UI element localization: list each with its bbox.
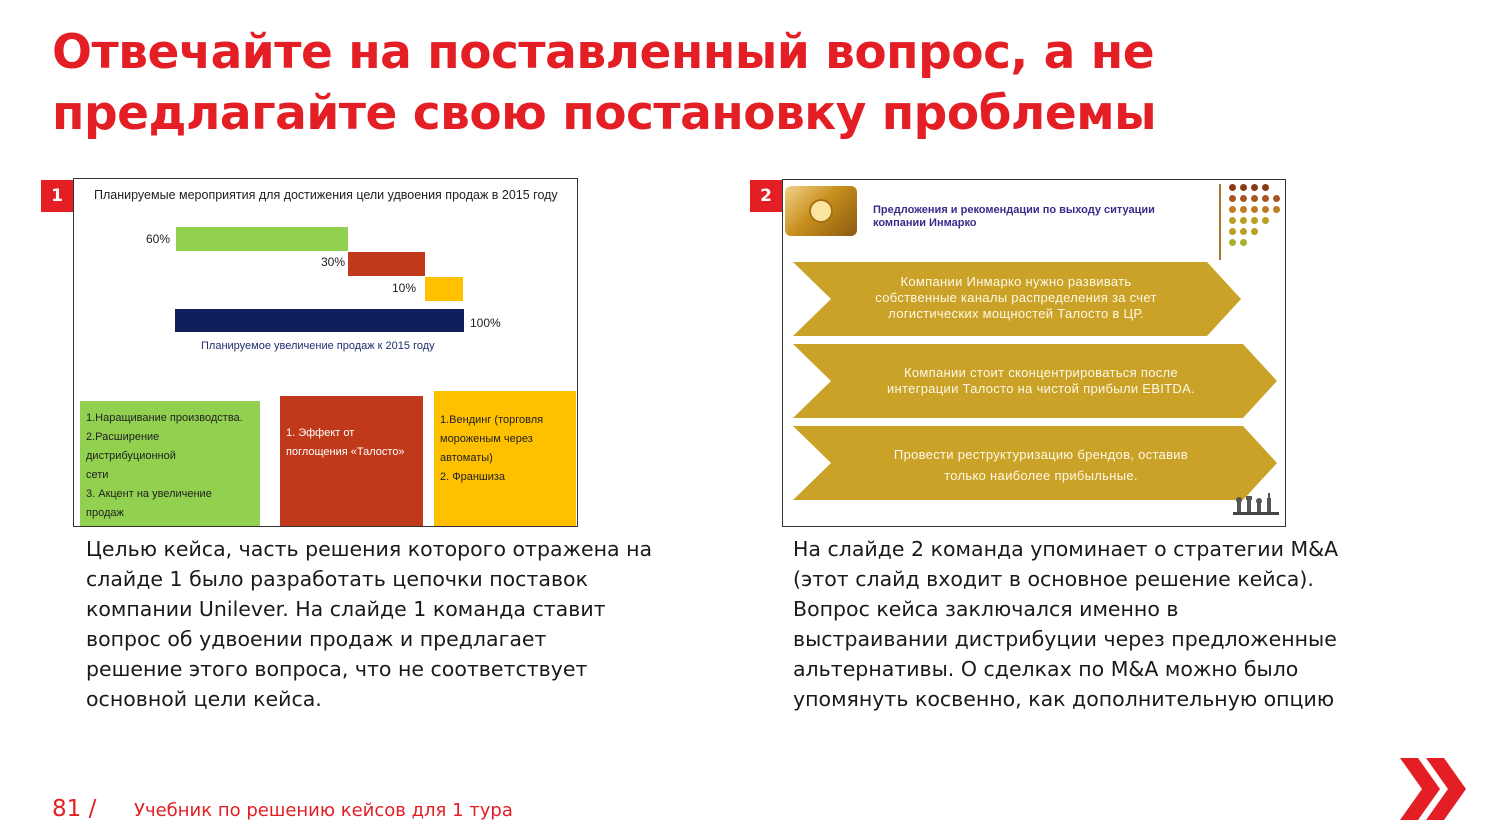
slide-1-caption: Планируемое увеличение продаж к 2015 году: [201, 340, 435, 352]
bar-label-100: 100%: [470, 316, 501, 330]
box-line: 1.Вендинг (торговля: [440, 414, 544, 426]
arrow-line: логистических мощностей Талосто в ЦР.: [888, 306, 1144, 321]
text-line: Вопрос кейса заключался именно в: [793, 597, 1179, 621]
box-yellow: [434, 391, 576, 526]
box-line: автоматы): [440, 452, 493, 464]
bar-60: [176, 227, 348, 251]
chess-pieces-icon: [1231, 492, 1281, 516]
text-line: Целью кейса, часть решения которого отражена на: [86, 537, 653, 561]
arrow-line: Компании стоит сконцентрироваться после: [904, 365, 1178, 380]
page-number: 81 /: [52, 796, 97, 822]
recommendation-text-2: [831, 365, 1251, 397]
double-chevron-right-icon[interactable]: [1398, 758, 1468, 820]
bar-label-10: 10%: [392, 281, 417, 295]
arrow-line: только наиболее прибыльные.: [944, 468, 1138, 483]
slide-2-title-line: компании Инмарко: [873, 217, 977, 229]
box-red: [280, 396, 423, 526]
page-title: [52, 22, 1202, 144]
divider: [1219, 184, 1221, 260]
box-line: мороженым через: [440, 433, 533, 445]
page-title-line-2: предлагайте свою постановку проблемы: [52, 86, 1157, 141]
slide-1-title: Планируемые мероприятия для достижения цели удвоения продаж в 2015 году: [94, 188, 558, 202]
box-line: дистрибуционной: [86, 450, 176, 462]
footer-title: Учебник по решению кейсов для 1 тура: [134, 800, 513, 821]
arrow-line: Компании Инмарко нужно развивать: [900, 274, 1132, 289]
bar-10: [425, 277, 463, 301]
decorative-dots-icon: [1229, 184, 1283, 256]
slide-2-title: [873, 204, 1155, 230]
box-line: 2.Расширение: [86, 431, 160, 443]
text-line: слайде 1 было разработать цепочки поставок: [86, 567, 588, 591]
explanation-right: [793, 534, 1338, 714]
slide-2-thumbnail: [782, 179, 1286, 527]
arrow-line: собственные каналы распределения за счет: [875, 290, 1157, 305]
text-line: (этот слайд входит в основное решение кейса).: [793, 567, 1314, 591]
text-line: выстраивании дистрибуции через предложенные: [793, 627, 1337, 651]
box-line: 2. Франшиза: [440, 471, 506, 483]
arrow-line: Провести реструктуризацию брендов, оставив: [893, 447, 1189, 462]
slide-1-thumbnail: [73, 178, 578, 527]
company-logo: [785, 186, 857, 236]
text-line: решение этого вопроса, что не соответствует: [86, 657, 588, 681]
box-line: 3. Акцент на увеличение: [86, 488, 212, 500]
bar-100: [175, 309, 464, 332]
bar-label-60: 60%: [146, 232, 171, 246]
explanation-left: [86, 534, 652, 714]
text-line: вопрос об удвоении продаж и предлагает: [86, 627, 547, 651]
text-line: упомянуть косвенно, как дополнительную опцию: [793, 687, 1335, 711]
slide-2-title-line: Предложения и рекомендации по выходу ситуации: [873, 204, 1155, 216]
text-line: На слайде 2 команда упоминает о стратегии M&A: [793, 537, 1339, 561]
box-line: поглощения «Талосто»: [286, 446, 405, 458]
text-line: альтернативы. О сделках по M&A можно было: [793, 657, 1299, 681]
box-line: 1. Эффект от: [286, 427, 355, 439]
box-line: сети: [86, 469, 109, 481]
page-title-line-1: Отвечайте на поставленный вопрос, а не: [52, 25, 1155, 80]
box-line: продаж: [86, 507, 124, 519]
recommendation-text-1: [821, 274, 1211, 322]
bar-30: [348, 252, 425, 276]
slide-2-badge: 2: [750, 180, 782, 212]
box-green: [80, 401, 260, 526]
text-line: компании Unilever. На слайде 1 команда ставит: [86, 597, 606, 621]
arrow-line: интеграции Талосто на чистой прибыли EBITDA.: [887, 381, 1195, 396]
text-line: основной цели кейса.: [86, 687, 322, 711]
recommendation-text-3: [831, 444, 1251, 486]
bar-label-30: 30%: [321, 255, 346, 269]
box-line: 1.Наращивание производства.: [86, 412, 243, 424]
slide-1-badge: 1: [41, 180, 73, 212]
